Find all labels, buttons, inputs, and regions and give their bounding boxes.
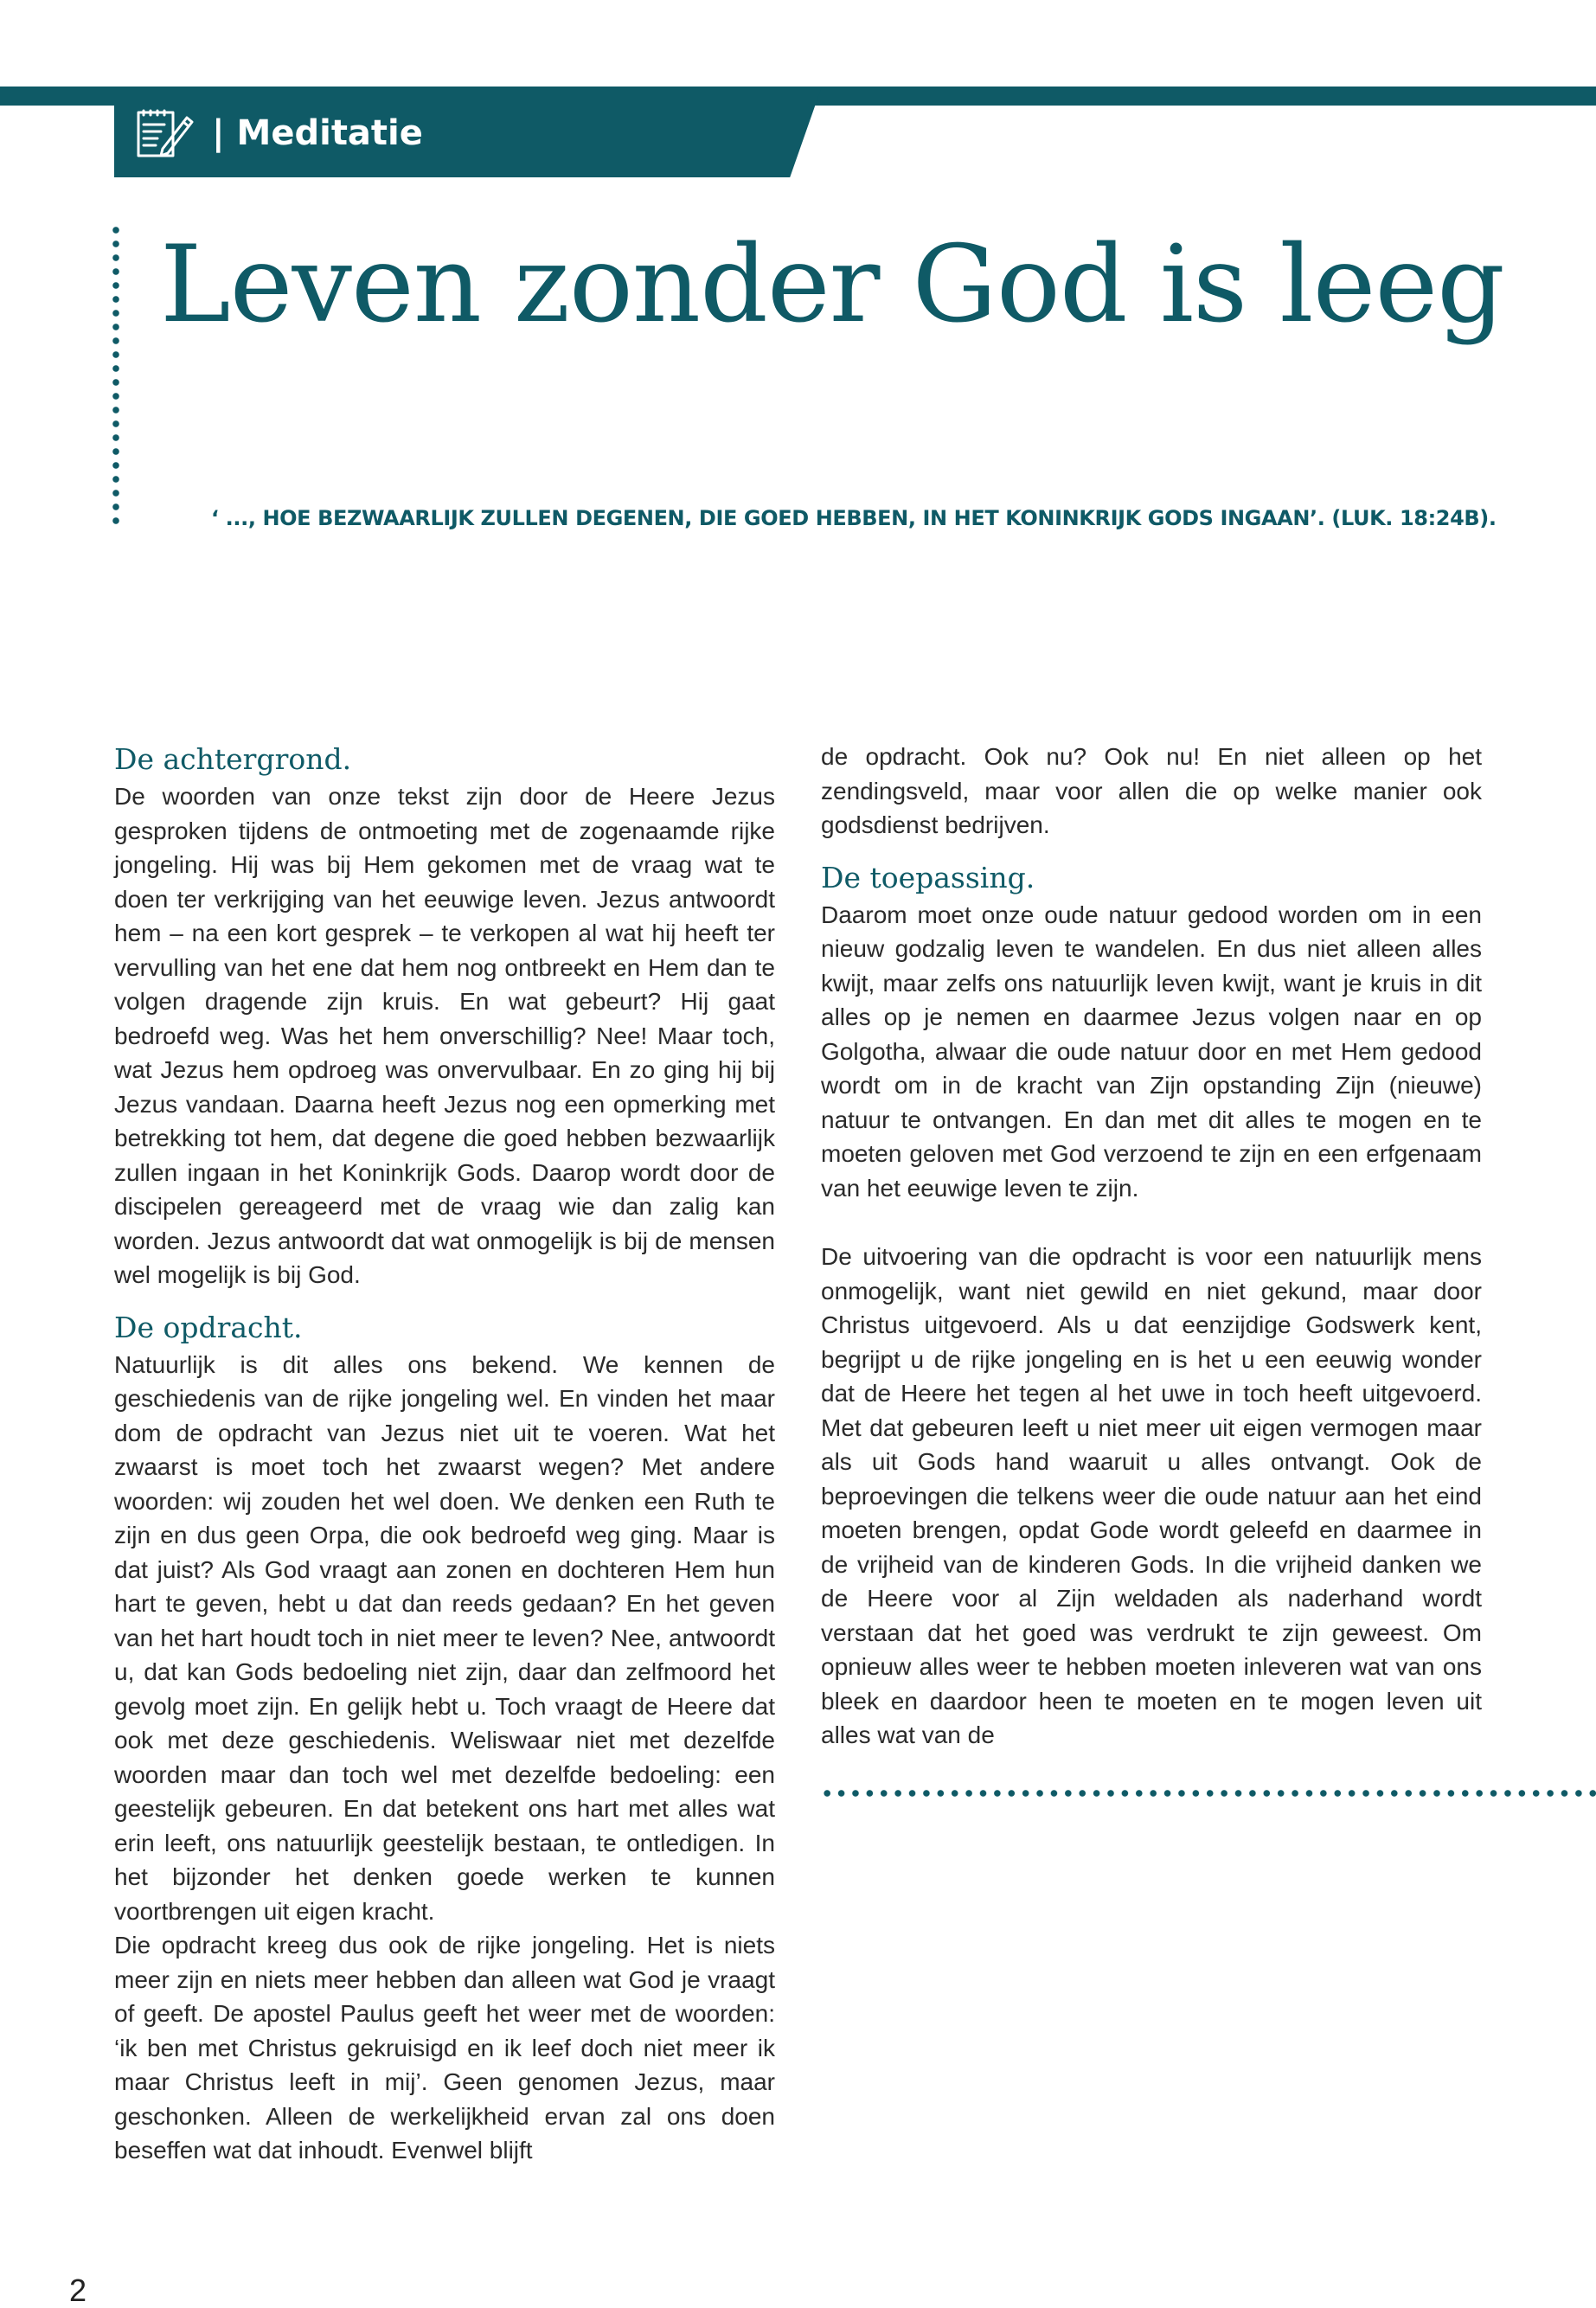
paragraph-background: De woorden van onze tekst zijn door de Heere Jezus gesproken tijdens de ontmoeting met de zogenaamde rijke jongeling. Hij was bij Hem gekomen met de vraag wat te doen ter verkrijging van het eeuwige leven. Jezus antwoordt hem – na een kort gesprek – te verkopen al wat hij heeft ter vervulling van het ene dat hem nog ontbreekt en Hem dan te volgen dragende zijn kruis. En wat gebeurt? Hij gaat bedroefd weg. Was het hem onverschillig? Nee! Maar toch, wat Jezus hem opdroeg was onvervulbaar. En zo ging hij bij Jezus vandaan. Daarna heeft Jezus nog een opmerking met betrekking tot hem, dat degene die goed hebben bezwaarlijk zullen ingaan in het Koninkrijk Gods. Daarop wordt door de discipelen gereageerd met de vraag wie dan zalig kan worden. Jezus antwoordt dat wat onmogelijk is bij de mensen wel mogelijk is bij God. [114, 783, 775, 1288]
paragraph-execution: De uitvoering van die opdracht is voor een natuurlijk mens onmogelijk, want niet gewild en niet gekund, maar door Christus uitgevoerd. Als u dat eenzijdige Godswerk kent, begrijpt u de rijke jongeling en is het u een eeuwig wonder dat de Heere het tegen al het uwe in toch heeft uitgevoerd. Met dat gebeuren leeft u niet meer uit eigen vermogen maar als uit Gods hand waaruit u alles ontvangt. Ook de beproevingen die telkens weer die oude natuur aan het eind moeten brengen, opdat Gode wordt geleefd en daarmee in de vrijheid van de kinderen Gods. In die vrijheid danken we de Heere voor al Zijn weldaden als naderhand wordt verstaan dat het goed was verdrukt te zijn geweest. Om opnieuw alles weer te hebben moeten inleveren wat van ons bleek en daardoor heen te moeten en te mogen leven uit alles wat van de [821, 1243, 1482, 1748]
dotted-divider-vertical [112, 223, 119, 528]
left-column [114, 740, 775, 2168]
paragraph-application: Daarom moet onze oude natuur gedood worden om in een nieuw godzalig leven te wandelen. En dus niet alleen alles kwijt, maar zelfs ons natuurlijk leven kwijt, want je kruis in dit alles op je nemen en daarmee Jezus volgen naar en op Golgotha, alwaar die oude natuur door en met Hem gedood wordt om in de kracht van Zijn opstanding Zijn (nieuwe) natuur te ontvangen. En dan met dit alles te mogen en te moeten geloven met God verzoend te zijn en een erfgenaam van het eeuwige leven te zijn. [821, 901, 1482, 1202]
section-heading-background: De achtergrond. [114, 742, 352, 776]
page-title: Leven zonder God is leeg [160, 223, 1504, 347]
dotted-divider-horizontal [820, 1789, 1596, 1798]
section-label: | Meditatie [212, 113, 423, 153]
section-heading-assignment: De opdracht. [114, 1310, 303, 1344]
paragraph-assignment: Natuurlijk is dit alles ons bekend. We kennen de geschiedenis van de rijke jongeling wel. En vinden het maar dom de opdracht van Jezus niet uit te voeren. Wat het zwaarst is moet toch het zwaarst wegen? Met andere woorden: wij zouden het wel doen. We denken een Ruth te zijn en dus geen Orpa, die ook bedroefd weg ging. Maar is dat juist? Als God vraagt aan zonen en dochteren Hem hun hart te geven, hebt u dat dan reeds gedaan? En het geven van het hart houdt toch in niet meer te leven? Nee, antwoordt u, dat kan Gods bedoeling niet zijn, daar dan zelfmoord het gevolg moet zijn. En gelijk hebt u. Toch vraagt de Heere dat ook met deze geschiedenis. Weliswaar niet met dezelfde woorden maar dan toch wel met dezelfde bedoeling: een geestelijk gebeuren. En dat betekent ons hart met alles wat erin leeft, ons natuurlijk geestelijk bestaan, te ontledigen. In het bijzonder het denken goede werken te kunnen voortbrengen uit eigen kracht. [114, 1350, 775, 1925]
page-number: 2 [69, 2273, 87, 2308]
paragraph-assignment-end: de opdracht. Ook nu? Ook nu! En niet alleen op het zendingsveld, maar voor allen die op welke manier ook godsdienst bedrijven. [821, 743, 1482, 838]
scripture-quote: ‘ ..., HOE BEZWAARLIJK ZULLEN DEGENEN, DIE GOED HEBBEN, IN HET KONINKRIJK GODS INGAAN’. (LUK. 18:24B). [211, 506, 1497, 530]
paragraph-assignment-continued: Die opdracht kreeg dus ook de rijke jongeling. Het is niets meer zijn en niets meer hebben dan alleen wat God je vraagt of geeft. De apostel Paulus geeft het weer met de woorden: ‘ik ben met Christus gekruisigd en ik leef doch niet meer ik maar Christus leeft in mij’. Geen genomen Jezus, maar geschonken. Alleen de werkelijkheid ervan zal ons doen beseffen wat dat inhoudt. Evenwel blijft [114, 1932, 775, 2164]
right-column [821, 740, 1482, 1753]
section-heading-application: De toepassing. [821, 860, 1035, 894]
notebook-pen-icon [130, 102, 195, 163]
